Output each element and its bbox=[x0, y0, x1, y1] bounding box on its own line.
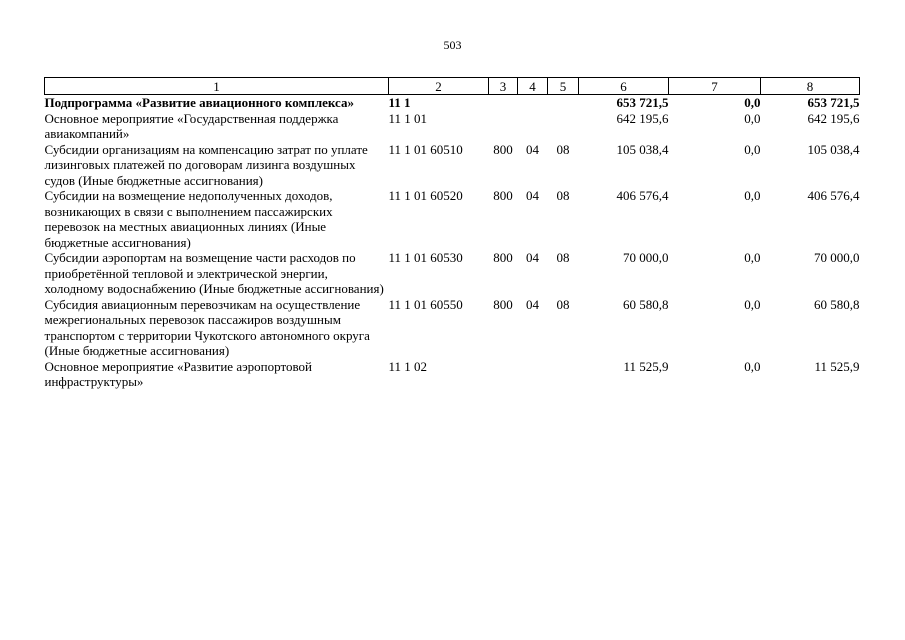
subsection: 08 bbox=[556, 141, 570, 157]
amount-total: 105 038,4 bbox=[616, 141, 669, 157]
amount-col7: 0,0 bbox=[744, 358, 761, 374]
amount-total: 11 525,9 bbox=[623, 358, 669, 374]
subsection: 08 bbox=[556, 250, 570, 265]
target-code: 11 1 01 60520 bbox=[388, 188, 463, 203]
amount-total: 406 576,4 bbox=[616, 188, 669, 203]
column-header: 4 bbox=[518, 78, 548, 95]
amount-total: 60 580,8 bbox=[623, 296, 669, 312]
section bbox=[518, 359, 548, 390]
column-header: 6 bbox=[579, 78, 669, 95]
item-name: Основное мероприятие «Государственная поддержка авиакомпаний» bbox=[44, 110, 339, 141]
amount-total: 70 000,0 bbox=[623, 250, 669, 265]
amount-col8: 11 525,9 bbox=[814, 358, 860, 374]
item-name: Подпрограмма «Развитие авиационного комплекса» bbox=[44, 95, 354, 110]
column-header: 3 bbox=[489, 78, 518, 95]
section: 04 bbox=[526, 188, 539, 203]
target-code: 11 1 02 bbox=[388, 358, 428, 374]
item-name: Субсидии организациям на компенсацию затрат по уплате лизинговых платежей по договорам лизинга воздушных судов (Иные бюджетные ассигнования) bbox=[44, 141, 368, 188]
section bbox=[518, 111, 548, 142]
table-row bbox=[45, 359, 860, 390]
item-name: Субсидии аэропортам на возмещение части расходов по приобретённой тепловой и электрической энергии, холодному водоснабжению (Иные бюджетные ассигнования) bbox=[44, 250, 384, 296]
header-row bbox=[45, 78, 860, 95]
expense-type: 800 bbox=[493, 296, 513, 312]
amount-col7: 0,0 bbox=[744, 250, 761, 265]
section: 04 bbox=[526, 141, 539, 157]
amount-total: 642 195,6 bbox=[616, 110, 669, 126]
expense-type bbox=[489, 359, 518, 390]
amount-col7: 0,0 bbox=[744, 141, 761, 157]
amount-col8: 70 000,0 bbox=[814, 250, 860, 265]
subsection bbox=[548, 95, 579, 111]
amount-col8: 642 195,6 bbox=[807, 110, 860, 126]
target-code: 11 1 01 60550 bbox=[388, 296, 463, 312]
table-row bbox=[45, 250, 860, 297]
amount-col8: 60 580,8 bbox=[814, 296, 860, 312]
section bbox=[518, 95, 548, 111]
item-name: Основное мероприятие «Развитие аэропортовой инфраструктуры» bbox=[44, 358, 312, 389]
target-code: 11 1 bbox=[388, 95, 411, 110]
section: 04 bbox=[526, 296, 539, 312]
target-code: 11 1 01 60510 bbox=[388, 141, 463, 157]
expense-type bbox=[489, 95, 518, 111]
column-header: 1 bbox=[45, 78, 389, 95]
column-header: 5 bbox=[548, 78, 579, 95]
section: 04 bbox=[526, 250, 539, 265]
column-header: 7 bbox=[669, 78, 761, 95]
table-row bbox=[45, 142, 860, 189]
target-code: 11 1 01 60530 bbox=[388, 250, 463, 265]
amount-col7: 0,0 bbox=[744, 296, 761, 312]
amount-col8: 105 038,4 bbox=[807, 141, 860, 157]
amount-col7: 0,0 bbox=[744, 188, 761, 203]
amount-col8: 406 576,4 bbox=[807, 188, 860, 203]
amount-col7: 0,0 bbox=[744, 110, 761, 126]
expense-type: 800 bbox=[493, 188, 513, 203]
expense-type: 800 bbox=[493, 250, 513, 265]
amount-total: 653 721,5 bbox=[616, 95, 669, 110]
table-row bbox=[45, 297, 860, 359]
subsection bbox=[548, 359, 579, 390]
amount-col7: 0,0 bbox=[744, 95, 761, 110]
item-name: Субсидии на возмещение недополученных доходов, возникающих в связи с выполнением пассажирских перевозок на местных авиационных линиях (Иные бюджетные ассигнования) bbox=[44, 188, 333, 250]
subsection: 08 bbox=[556, 188, 570, 203]
expense-type bbox=[489, 111, 518, 142]
subsection bbox=[548, 111, 579, 142]
table-row bbox=[45, 95, 860, 111]
subsection: 08 bbox=[556, 296, 570, 312]
item-name: Субсидия авиационным перевозчикам на осуществление межрегиональных перевозок пассажиров воздушным транспортом с территории Чукотского автономного округа (Иные бюджетные ассигнования) bbox=[44, 296, 370, 358]
table-body bbox=[45, 95, 860, 390]
column-header: 8 bbox=[761, 78, 860, 95]
page-number: 503 bbox=[443, 38, 462, 52]
table-row bbox=[45, 188, 860, 250]
table-row bbox=[45, 111, 860, 142]
budget-table bbox=[44, 77, 860, 390]
column-header: 2 bbox=[389, 78, 489, 95]
expense-type: 800 bbox=[493, 141, 513, 157]
target-code: 11 1 01 bbox=[388, 110, 428, 126]
amount-col8: 653 721,5 bbox=[807, 95, 860, 110]
